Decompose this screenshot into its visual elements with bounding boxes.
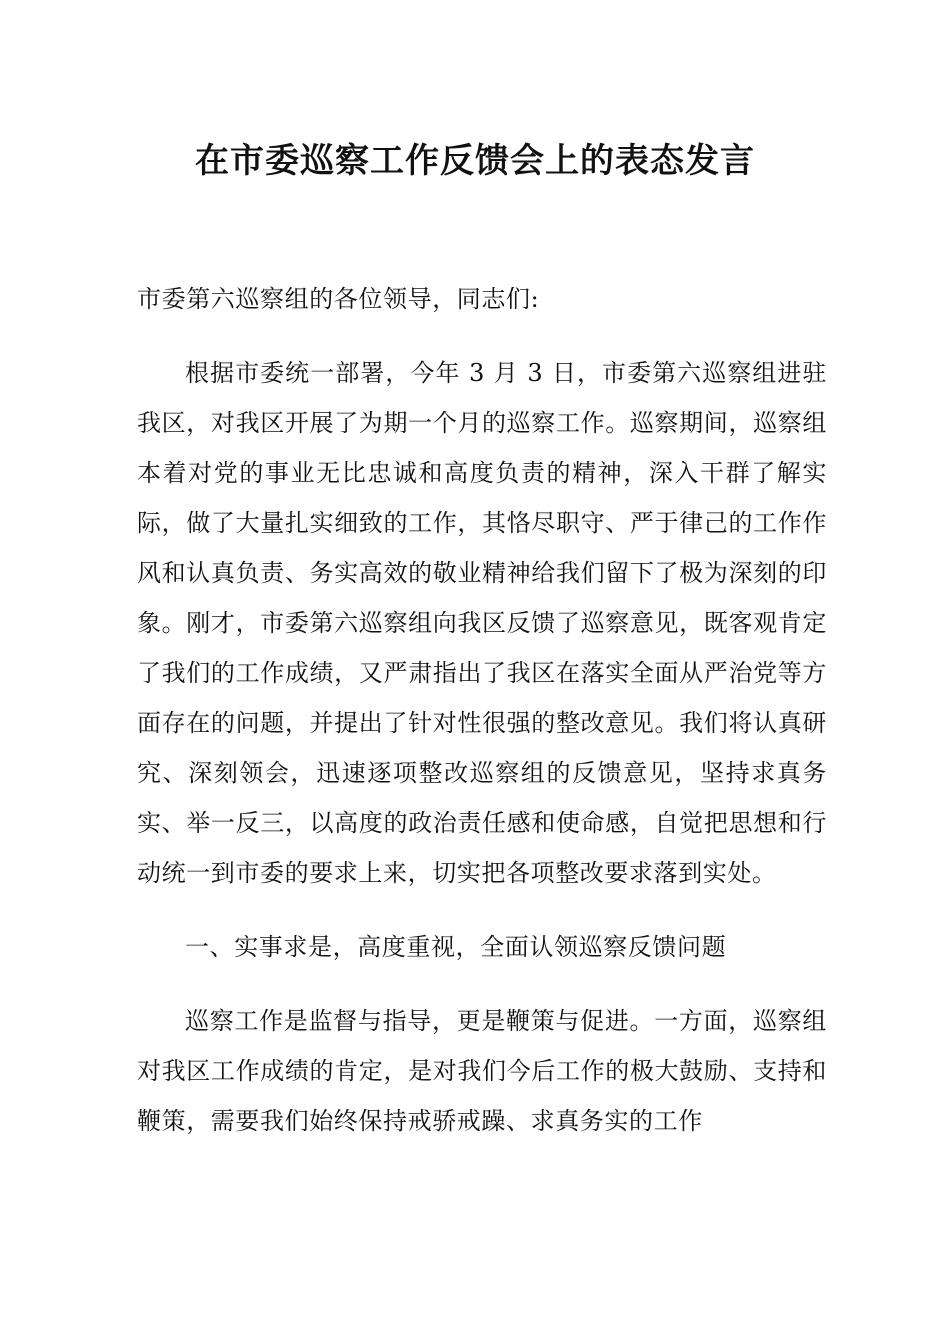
paragraph-section-1: 巡察工作是监督与指导，更是鞭策与促进。一方面，巡察组对我区工作成绩的肯定，是对我们今后工作的极大鼓励、支持和鞭策，需要我们始终保持戒骄戒躁、求真务实的工作 <box>137 1007 827 1135</box>
document-body <box>137 274 827 1146</box>
salutation: 市委第六巡察组的各位领导，同志们: <box>137 285 540 313</box>
document-title: 在市委巡察工作反馈会上的表态发言 <box>195 141 755 181</box>
section-heading-1: 一、实事求是，高度重视，全面认领巡察反馈问题 <box>185 933 727 961</box>
paragraph-intro: 根据市委统一部署，今年 3 月 3 日，市委第六巡察组进驻我区，对我区开展了为期一个月的巡察工作。巡察期间，巡察组本着对党的事业无比忠诚和高度负责的精神，深入干群了解实际，做了大量扎实细致的工作，其恪尽职守、严于律己的工作作风和认真负责、务实高效的敬业精神给我们留下了极为深刻的印象。刚才，市委第六巡察组向我区反馈了巡察意见，既客观肯定了我们的工作成绩，又严肃指出了我区在落实全面从严治党等方面存在的问题，并提出了针对性很强的整改意见。我们将认真研究、深刻领会，迅速逐项整改巡察组的反馈意见，坚持求真务实、举一反三，以高度的政治责任感和使命感，自觉把思想和行动统一到市委的要求上来，切实把各项整改要求落到实处。 <box>137 359 827 887</box>
